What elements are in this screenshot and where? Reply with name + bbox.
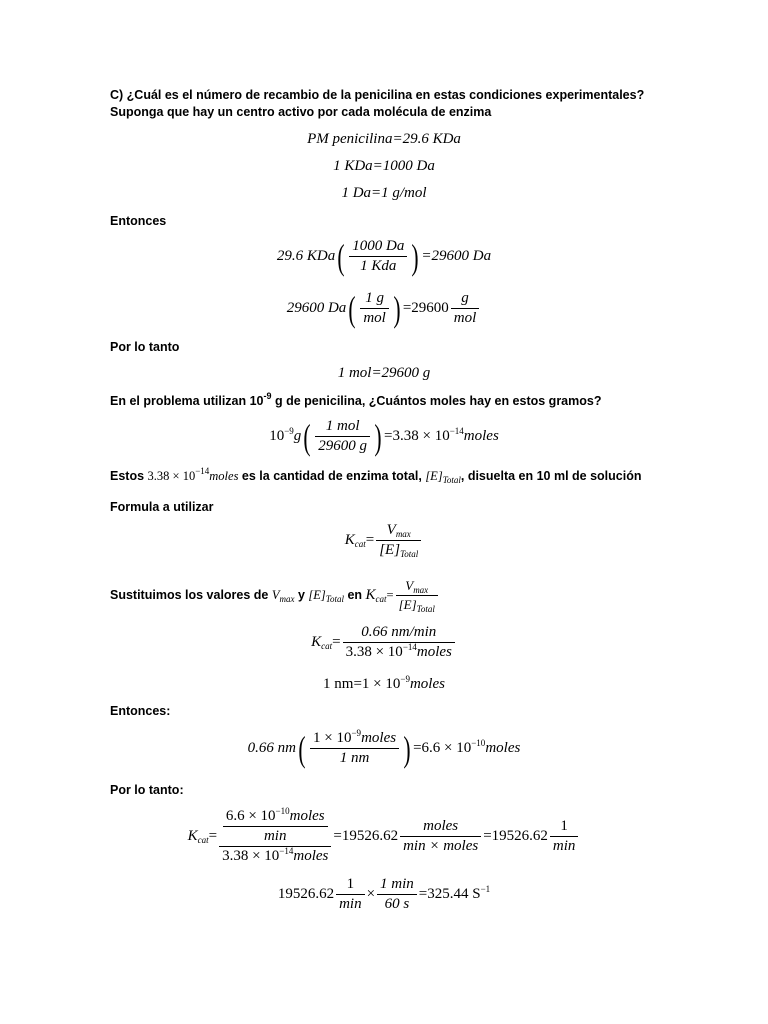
equation-nm: 1 $nm=1 \times 10^{-9}moles$ <box>323 674 445 692</box>
por-lo-tanto-label-2: Por lo tanto: <box>110 783 184 797</box>
fraction: $\frac{1 g}{\text{mol}}$ <box>360 290 389 327</box>
fraction: $\frac{V_{max}}{[E]_{Total}}$ <box>396 578 438 613</box>
fraction: $\frac{g}{\text{mol}}$ <box>451 290 480 327</box>
fraction: $\frac{\text{1 mol}}{29600 g}$ <box>315 418 370 455</box>
fraction: $\frac{1000 Da}{\text{1 Kda}}$ <box>349 238 407 275</box>
equation-mol: 1 mol=29600 g <box>337 365 431 381</box>
equation-moles: $10^{-9}g$( $\frac{\text{1 mol}}{29600 g}$ ) $=3.38 \times 10^{-14}moles$ <box>269 416 499 457</box>
equation-conversion-g: 29600 Da( $\frac{1 g}{\text{mol}}$ ) =29600 $\frac{g}{\text{mol}}$ <box>0 290 768 327</box>
question-line-2: Suponga que hay un centro activo por cada molécula de enzima <box>110 105 492 119</box>
problem-text: En el problema utilizan $10^{-9}$ g de penicilina, ¿Cuántos moles hay en estos gramos? <box>110 391 602 408</box>
fraction: $\frac{V_{max}}{[E]_{Total}}$ <box>376 522 421 559</box>
question-line-1: C) ¿Cuál es el número de recambio de la penicilina en estas condiciones experimentales? <box>110 88 645 102</box>
sustituimos-text: Sustituimos los valores de $V_{max}$ y $[E]_{Total}$ en $K_{cat}=$ $\frac{V_{max}}{[E]_{Total}}$ <box>110 578 440 613</box>
estos-text: Estos $3.38 \times 10^{-14}moles$ es la cantidad de enzima total, $[E]_{Total}$, disuelta en 10 ml de solución <box>110 466 642 485</box>
fraction: $\frac{0.66 nm/\min}{3.38 \times 10^{-14}moles}$ <box>343 624 455 661</box>
fraction: $\frac{1}{\min}$ <box>336 876 365 913</box>
equation-pm: PM penicilina=29.6 KDa <box>307 131 461 147</box>
fraction: $\frac{1 \min}{60 s}$ <box>377 876 417 913</box>
equation-kcat-final: $K_{cat}=$ $\frac{\frac{6.6 \times 10^{-10}moles}{\min}}{3.38 \times 10^{-14}moles}$ =19526.62 $\frac{\text{moles}}{\text{min × moles}}$ =19526.62 $\frac{1}{\min}$ <box>0 808 768 865</box>
equation-seconds: 19526.62 $\frac{1}{\min}$ × $\frac{1 \min}{60 s}$ =325.44 $S^{-1}$ <box>277 876 491 912</box>
fraction: $\frac{1 \times 10^{-9}moles}{1 nm}$ <box>310 730 399 767</box>
fraction: $\frac{\frac{6.6 \times 10^{-10}moles}{\min}}{3.38 \times 10^{-14}moles}$ <box>219 808 331 865</box>
equation-da: 1 Da=1 g/mol <box>341 185 427 201</box>
equation-kcat-substituted: $K_{cat}=$ $\frac{0.66 nm/\min}{3.38 \times 10^{-14}moles}$ <box>0 624 768 661</box>
fraction: $\frac{1}{\min}$ <box>550 818 579 855</box>
entonces-label-1: Entonces <box>110 214 167 228</box>
equation-kda: 1 KDa=1000 Da <box>333 158 435 174</box>
fraction: $\frac{\text{moles}}{\text{min × moles}}$ <box>400 818 481 855</box>
equation-conversion-kda: 29.6 KDa( $\frac{1000 Da}{\text{1 Kda}}$ ) =29600 Da <box>276 236 492 277</box>
equation-nm-conversion: 0.66 nm( $\frac{1 \times 10^{-9}moles}{1 nm}$ ) $=6.6 \times 10^{-10}moles$ <box>247 728 521 769</box>
formula-label: Formula a utilizar <box>110 500 214 514</box>
equation-kcat: $K_{cat}=$ $\frac{V_{max}}{[E]_{Total}}$ <box>0 522 768 559</box>
fraction: $\frac{6.6 \times 10^{-10}moles}{\min}$ <box>223 808 328 845</box>
entonces-label-2: Entonces: <box>110 704 171 718</box>
por-lo-tanto-label-1: Por lo tanto <box>110 340 180 354</box>
